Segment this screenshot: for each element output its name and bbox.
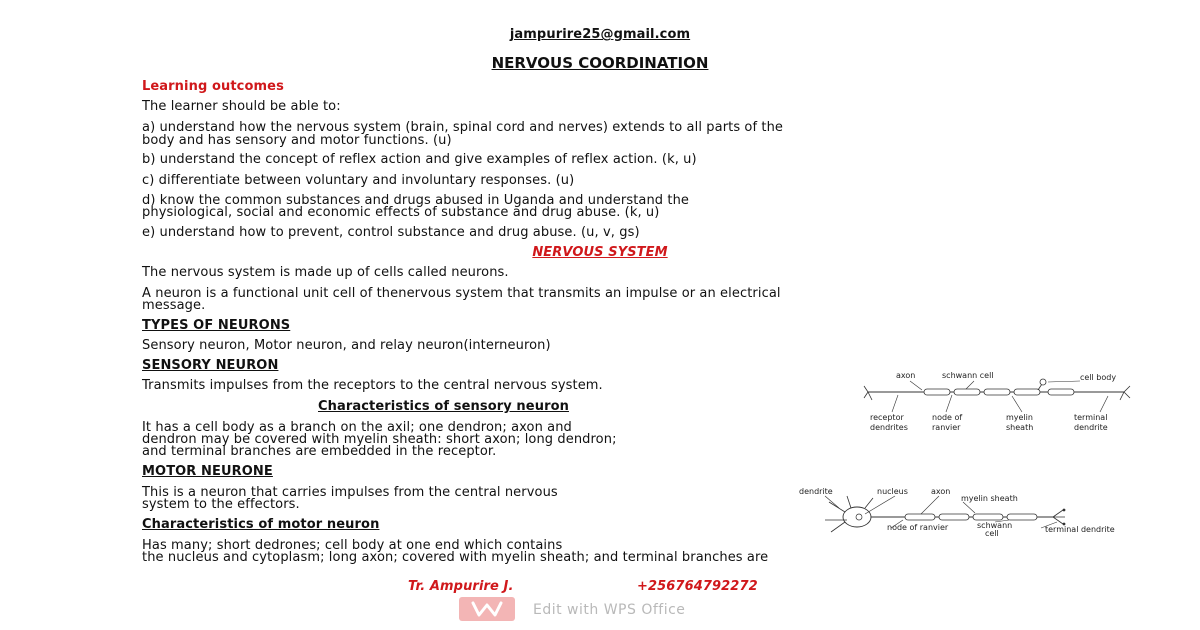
label-receptor: receptor [870,413,904,422]
nervous-system-heading: NERVOUS SYSTEM [532,245,668,260]
label-myelin-sheath: myelin sheath [961,494,1018,503]
label-dendrites: dendrites [870,423,908,432]
wps-watermark[interactable] [459,597,759,623]
sensory-char-line2: dendron may be covered with myelin sheath: short axon; long dendron; [142,432,617,447]
label-schwann: schwann [977,521,1013,530]
label-axon: axon [931,487,951,496]
sensory-characteristics-heading: Characteristics of sensory neuron [318,399,569,414]
motor-text-line1: This is a neuron that carries impulses from the central nervous [142,485,558,500]
label-node-of: node of [932,413,963,422]
label-nucleus: nucleus [877,487,908,496]
types-text: Sensory neuron, Motor neuron, and relay neuron(interneuron) [142,338,551,353]
label-cell: cell [985,529,999,538]
label-dendrite: dendrite [799,487,833,496]
label-axon: axon [896,371,916,380]
label-node-of-ranvier: node of ranvier [887,523,949,532]
outcome-e: e) understand how to prevent, control substance and drug abuse. (u, v, gs) [142,225,640,240]
motor-heading: MOTOR NEURONE [142,464,273,479]
outcome-d-line1: d) know the common substances and drugs abused in Uganda and understand the [142,193,690,208]
label-myelin: myelin [1006,413,1033,422]
nervous-system-p2-line1: A neuron is a functional unit cell of thenervous system that transmits an impulse or an electrical [142,286,781,301]
wps-logo-icon [459,597,515,621]
outcome-a-line2: body and has sensory and motor functions. (u) [142,133,452,148]
sensory-neuron-diagram [862,368,1132,438]
nervous-system-p2-line2: message. [142,298,206,313]
types-heading: TYPES OF NEURONS [142,318,291,333]
author-email[interactable]: jampurire25@gmail.com [509,27,691,42]
outcome-b: b) understand the concept of reflex action and give examples of reflex action. (k, u) [142,152,697,167]
outcome-c: c) differentiate between voluntary and involuntary responses. (u) [142,173,575,188]
sensory-char-line1: It has a cell body as a branch on the axil; one dendron; axon and [142,420,572,435]
footer-author: Tr. Ampurire J. [408,579,514,594]
sensory-text: Transmits impulses from the receptors to the central nervous system. [142,378,603,393]
label-ranvier: ranvier [932,423,961,432]
sensory-char-line3: and terminal branches are embedded in the receptor. [142,444,497,459]
motor-char-line2: the nucleus and cytoplasm; long axon; covered with myelin sheath; and terminal branches are [142,550,769,565]
motor-neuron-diagram [795,484,1130,544]
motor-characteristics-heading: Characteristics of motor neuron [142,517,380,532]
outcome-d-line2: physiological, social and economic effects of substance and drug abuse. (k, u) [142,205,660,220]
learning-outcomes-heading: Learning outcomes [142,79,284,94]
outcome-a-line1: a) understand how the nervous system (brain, spinal cord and nerves) extends to all parts of the [142,120,784,135]
motor-char-line1: Has many; short dedrones; cell body at one end which contains [142,538,563,553]
sensory-heading: SENSORY NEURON [142,358,279,373]
motor-text-line2: system to the effectors. [142,497,300,512]
wps-edit-label[interactable]: Edit with WPS Office [533,602,686,618]
label-cell-body: cell body [1080,373,1117,382]
label-terminal: terminal [1074,413,1108,422]
label-schwann-cell: schwann cell [942,371,994,380]
footer-phone: +256764792272 [637,579,758,594]
label-terminal-dendrite: terminal dendrite [1045,525,1115,534]
label-sheath: sheath [1006,423,1034,432]
nervous-system-p1: The nervous system is made up of cells called neurons. [142,265,509,280]
document-title: NERVOUS COORDINATION [491,54,709,72]
outcomes-intro: The learner should be able to: [142,99,341,114]
label-dendrite: dendrite [1074,423,1108,432]
